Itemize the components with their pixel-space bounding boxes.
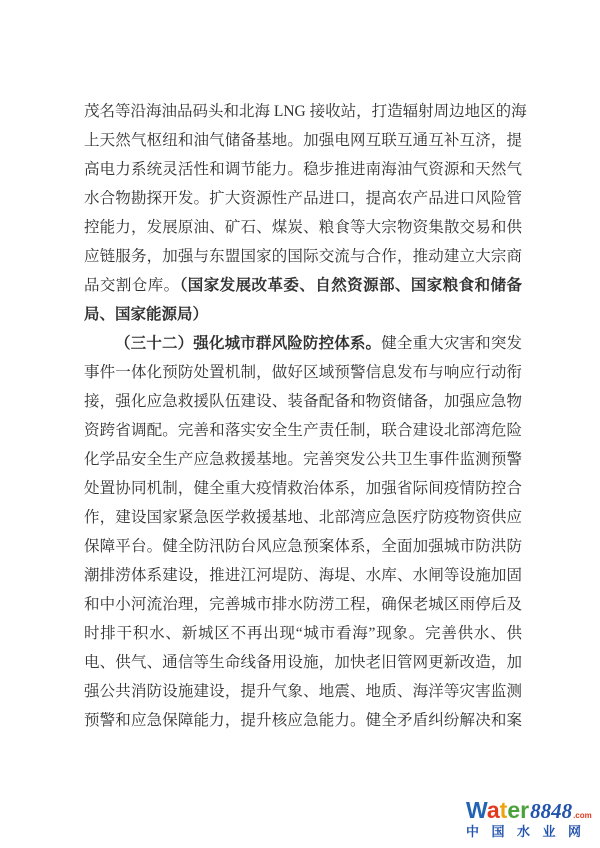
text-segment: 资跨省调配。完善和落实安全生产责任制，联合建设北部湾危险 [84,422,522,439]
logo-letter: a [486,797,500,823]
text-segment: 水合物勘探开发。扩大资源性产品进口，提高农产品进口风险管 [84,190,522,207]
text-line [84,503,522,532]
logo-letter: W [466,797,487,823]
logo-letter: t [499,797,508,823]
text-line [84,126,522,155]
text-line [84,619,522,648]
logo-letter: e [507,797,521,823]
text-line [84,300,522,329]
text-segment: 事件一体化预防处置机制，做好区域预警信息发布与响应行动衔 [84,364,522,381]
text-segment: 时排干积水、新城区不再出现“城市看海”现象。完善供水、供 [84,625,522,642]
logo-wordmark [466,799,529,822]
logo-letter: r [520,797,530,823]
bold-text-segment: （国家发展改革委、自然资源部、国家粮食和储备 [179,277,522,294]
text-line [84,416,522,445]
text-segment: 上天然气枢纽和油气储备基地。加强电网互联互通互补互济，提 [84,132,522,149]
bold-text-segment: （三十二）强化城市群风险防控体系。 [115,335,382,352]
text-segment: 品交割仓库。 [84,277,180,294]
text-line [84,329,522,358]
text-line [84,271,522,300]
text-line [84,648,522,677]
text-segment: 潮排涝体系建设，推进江河堤防、海堤、水库、水闸等设施加固 [84,567,522,584]
text-segment: 和中小河流治理，完善城市排水防涝工程，确保老城区雨停后及 [84,596,522,613]
text-line [84,561,522,590]
text-line [84,677,522,706]
text-segment: 高电力系统灵活性和调节能力。稳步推进南海油气资源和天然气 [84,161,522,178]
text-line [84,706,522,735]
text-line [84,242,522,271]
logo-number: 8848 [530,799,573,823]
text-line [84,474,522,503]
logo-domain-suffix: .com [573,811,592,820]
water8848-logo [466,799,594,838]
bold-text-segment: 局、国家能源局） [84,306,209,323]
text-line [84,532,522,561]
text-segment: 保障平台。健全防汛防台风应急预案体系，全面加强城市防洪防 [84,538,522,555]
text-line [84,358,522,387]
text-segment: 健全重大灾害和突发 [381,335,522,352]
document-body [84,97,527,735]
text-line [84,155,522,184]
logo-wordmark-row [466,799,594,822]
text-segment: 电、供气、通信等生命线备用设施，加快老旧管网更新改造，加 [84,654,522,671]
text-line [84,590,522,619]
text-line [84,387,522,416]
text-line [84,184,522,213]
text-segment: 控能力，发展原油、矿石、煤炭、粮食等大宗物资集散交易和供 [84,219,522,236]
text-line [84,97,527,126]
text-segment: 茂名等沿海油品码头和北海 LNG 接收站，打造辐射周边地区的海 [84,103,527,120]
text-line [84,445,522,474]
text-segment: 应链服务，加强与东盟国家的国际交流与合作，推动建立大宗商 [84,248,522,265]
text-line [84,213,522,242]
text-segment: 预警和应急保障能力，提升核应急能力。健全矛盾纠纷解决和案 [84,712,522,729]
text-segment: 接，强化应急救援队伍建设、装备配备和物资储备，加强应急物 [84,393,522,410]
text-segment: 强公共消防设施建设，提升气象、地震、地质、海洋等灾害监测 [84,683,522,700]
text-segment: 处置协同机制，健全重大疫情救治体系，加强省际间疫情防控合 [84,480,522,497]
text-segment: 化学品安全生产应急救援基地。完善突发公共卫生事件监测预警 [84,451,522,468]
logo-chinese-name: 中国水业网 [466,824,594,839]
text-segment: 作，建设国家紧急医学救援基地、北部湾应急医疗防疫物资供应 [84,509,522,526]
